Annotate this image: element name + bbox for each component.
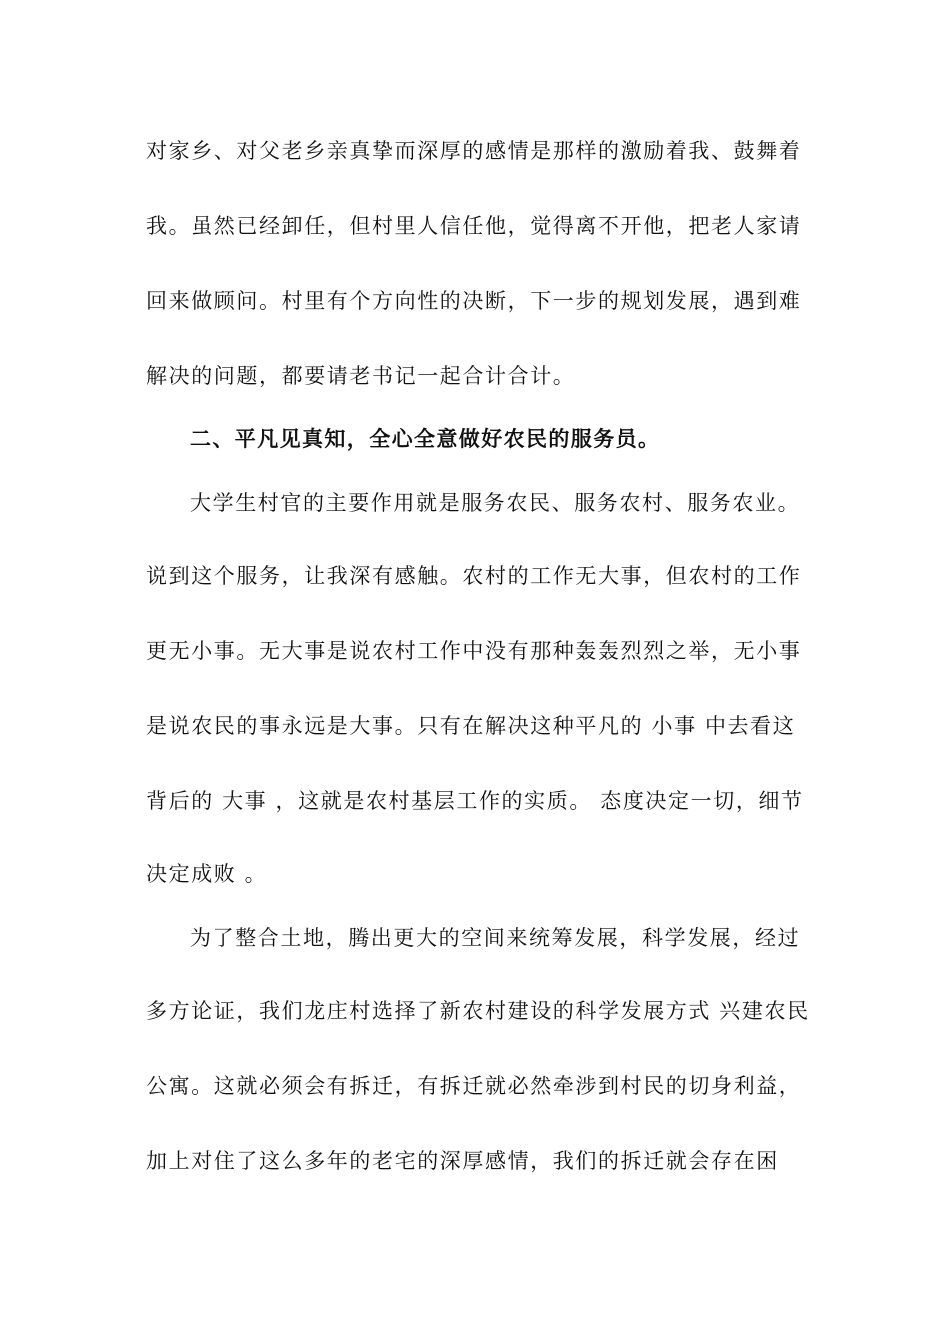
paragraph-line: 大学生村官的主要作用就是服务农民、服务农村、服务农业。 xyxy=(190,491,801,515)
paragraph-line: 我。虽然已经卸任，但村里人信任他，觉得离不开他，把老人家请 xyxy=(146,214,802,238)
paragraph-line: 为了整合土地，腾出更大的空间来统筹发展，科学发展，经过 xyxy=(190,926,801,950)
paragraph-line: 公寓。这就必须会有拆迁，有拆迁就必然牵涉到村民的切身利益， xyxy=(146,1074,802,1098)
paragraph-line: 回来做顾问。村里有个方向性的决断，下一步的规划发展，遇到难 xyxy=(146,289,802,313)
paragraph-line: 更无小事。无大事是说农村工作中没有那种轰轰烈烈之举，无小事 xyxy=(146,639,802,663)
paragraph-line: 对家乡、对父老乡亲真挚而深厚的感情是那样的激励着我、鼓舞着 xyxy=(146,139,802,163)
paragraph-line: 加上对住了这么多年的老宅的深厚感情，我们的拆迁就会存在困 xyxy=(146,1149,779,1173)
paragraph-line: 解决的问题，都要请老书记一起合计合计。 xyxy=(146,364,576,388)
paragraph-line: 决定成败 。 xyxy=(146,862,268,886)
section-heading: 二、平凡见真知，全心全意做好农民的服务员。 xyxy=(190,427,661,451)
paragraph-line: 是说农民的事永远是大事。只有在解决这种平凡的 小事 中去看这 xyxy=(146,714,796,738)
paragraph-line: 背后的 大事 ，这就是农村基层工作的实质。 态度决定一切，细节 xyxy=(146,789,804,813)
paragraph-line: 多方论证，我们龙庄村选择了新农村建设的科学发展方式 兴建农民 xyxy=(146,999,810,1023)
paragraph-line: 说到这个服务，让我深有感触。农村的工作无大事，但农村的工作 xyxy=(146,564,802,588)
